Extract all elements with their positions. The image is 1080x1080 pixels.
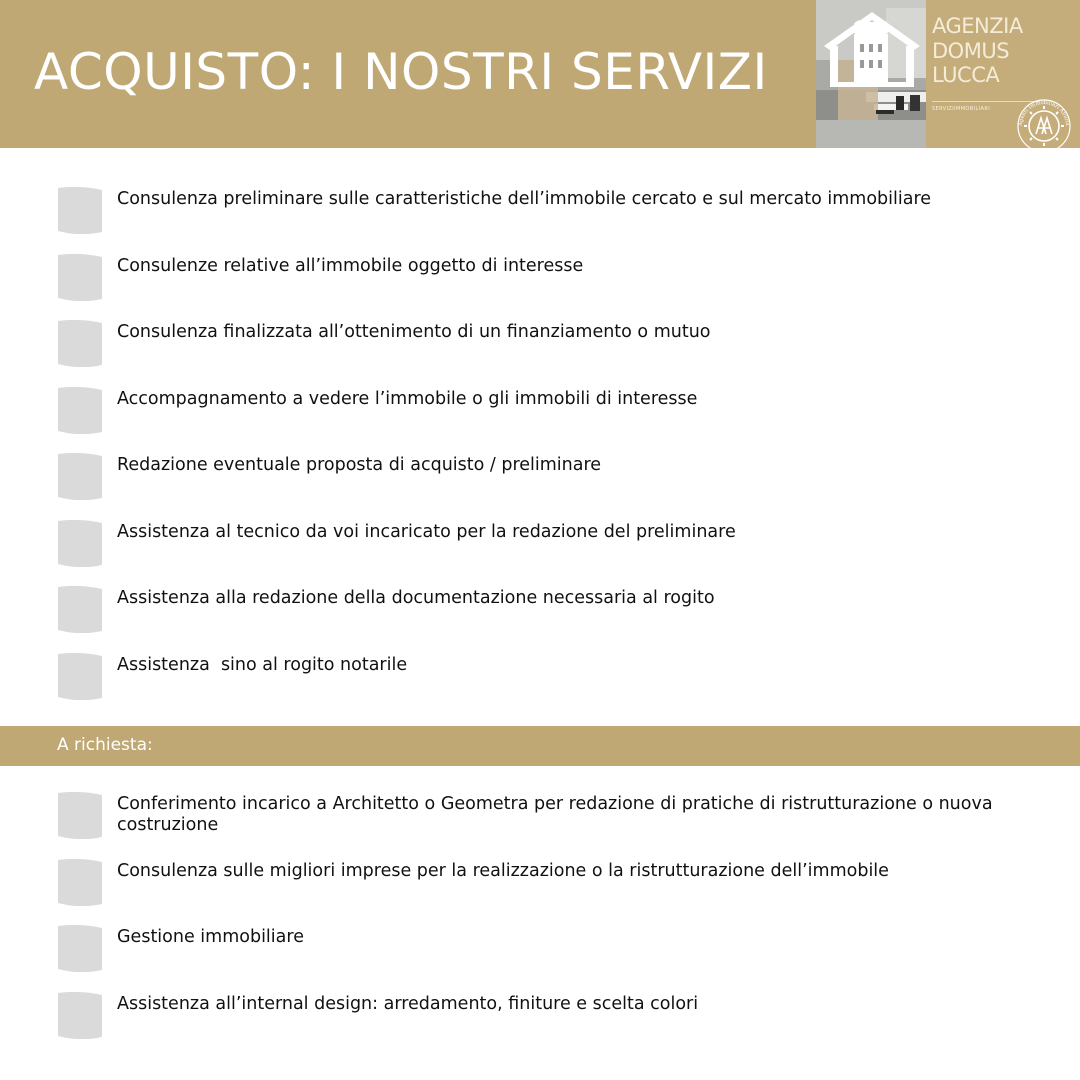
on-request-label: A richiesta: [57,735,153,755]
service-text: Gestione immobiliare [117,927,304,947]
service-text: Consulenze relative all’immobile oggetto di interesse [117,255,584,276]
page-title: ACQUISTO: I NOSTRI SERVIZI [34,43,768,101]
service-text: Assistenza sino al rogito notarile [117,654,408,675]
bullet-icon [56,519,103,567]
agency-name [932,14,1023,88]
service-text: Assistenza all’internal design: arredamento, finiture e scelta colori [117,993,699,1014]
bullet-icon [56,585,103,633]
service-text: Consulenza preliminare sulle caratteristiche dell’immobile cercato e sul mercato immobiliare [117,189,932,209]
bullet-icon [56,652,103,700]
bullet-icon [56,452,103,500]
agency-name-line: AGENZIA [932,14,1023,38]
seal-caption: Agenti Immobiliari Abilita [1017,99,1071,127]
office-photo [816,0,926,148]
agency-subtitle: SERVIZIIMMOBILIARI [932,106,991,112]
bullet-icon [56,791,103,839]
service-text: Consulenza finalizzata all’ottenimento di un finanziamento o mutuo [117,322,711,342]
bullet-icon [56,991,103,1039]
bullet-icon [56,253,103,301]
agenti-immobiliari-seal-icon [1014,96,1074,156]
bullet-icon [56,186,103,234]
bullet-icon [56,386,103,434]
on-request-band [0,726,1080,766]
bullet-icon [56,924,103,972]
service-text: Consulenza sulle migliori imprese per la realizzazione o la ristrutturazione dell’immobile [117,860,889,881]
service-text: Accompagnamento a vedere l’immobile o gli immobili di interesse [117,388,698,409]
agency-name-line: DOMUS [932,38,1010,63]
house-tower-icon [822,10,922,88]
header-banner [0,0,1080,148]
service-text: Assistenza alla redazione della documentazione necessaria al rogito [117,588,715,608]
service-text: Redazione eventuale proposta di acquisto / preliminare [117,455,602,475]
bullet-icon [56,858,103,906]
bullet-icon [56,319,103,367]
agency-name-line: LUCCA [932,63,1000,87]
service-text: Conferimento incarico a Architetto o Geometra per redazione di pratiche di ristrutturazione o nuova costruzione [117,794,999,835]
service-text: Assistenza al tecnico da voi incaricato per la redazione del preliminare [117,521,736,542]
